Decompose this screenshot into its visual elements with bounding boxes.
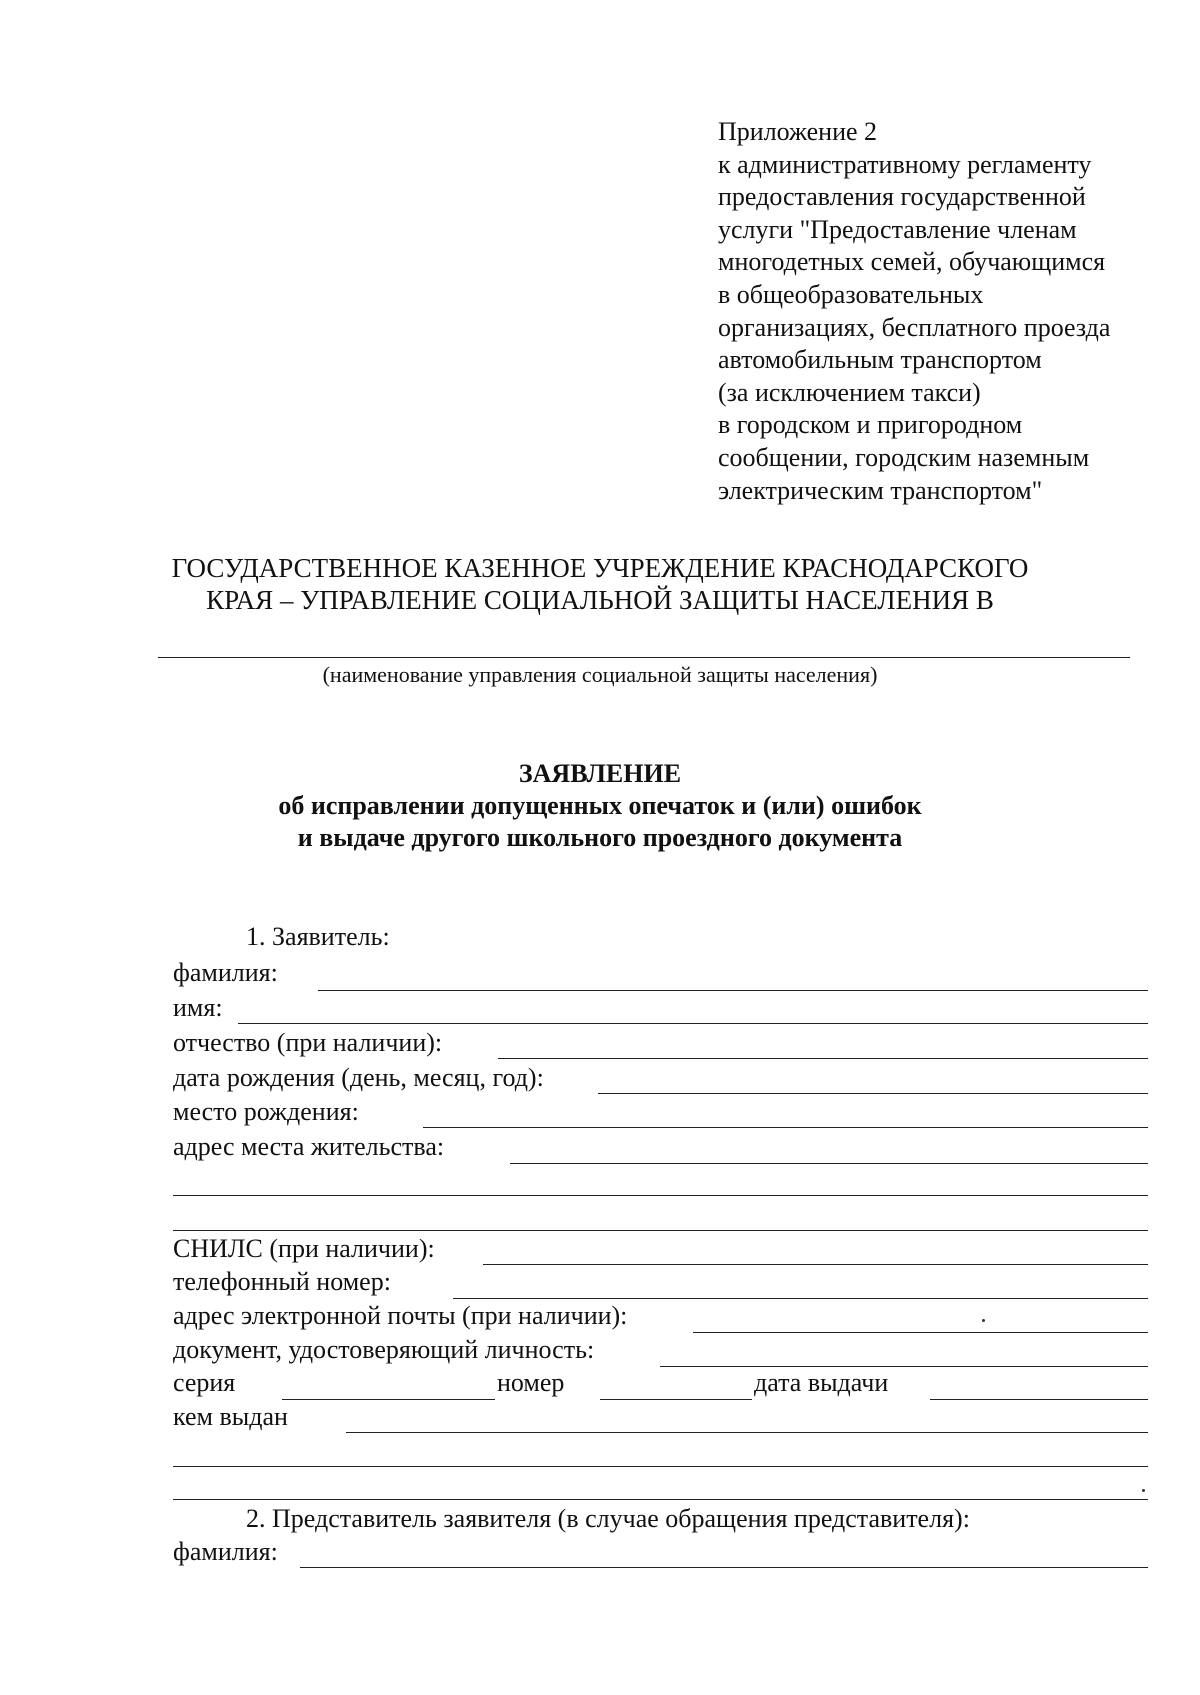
stray-mark xyxy=(982,1319,985,1322)
series-field[interactable] xyxy=(282,1399,495,1400)
appendix-block xyxy=(718,116,1158,507)
birth-date-field[interactable] xyxy=(598,1093,1148,1094)
appendix-title: Приложение 2 xyxy=(718,117,878,146)
appendix-line: многодетных семей, обучающимся xyxy=(718,247,1106,277)
email-field[interactable] xyxy=(693,1332,1148,1333)
issued-by-field[interactable] xyxy=(346,1432,1148,1433)
patronymic-field[interactable] xyxy=(498,1058,1148,1059)
address-field[interactable] xyxy=(510,1163,1148,1164)
number-field[interactable] xyxy=(600,1399,752,1400)
statement-title-block xyxy=(100,758,1100,854)
statement-subtitle-1: об исправлении допущенных опечаток и (или) ошибок xyxy=(278,791,922,820)
address-field-line-3[interactable] xyxy=(173,1230,1148,1231)
institution-line-1: ГОСУДАРСТВЕННОЕ КАЗЕННОЕ УЧРЕЖДЕНИЕ КРАСНОДАРСКОГО xyxy=(171,553,1029,583)
issued-by-field-line-3[interactable] xyxy=(173,1499,1148,1500)
issue-date-field[interactable] xyxy=(930,1399,1148,1400)
appendix-line: в городском и пригородном xyxy=(718,410,1023,440)
address-label: адрес места жительства: xyxy=(173,1132,445,1161)
id-document-label: документ, удостоверяющий личность: xyxy=(173,1335,595,1364)
appendix-line: организациях, бесплатного проезда xyxy=(718,312,1111,342)
institution-header xyxy=(100,552,1100,616)
birth-place-label: место рождения: xyxy=(173,1097,359,1126)
institution-line-2: КРАЯ – УПРАВЛЕНИЕ СОЦИАЛЬНОЙ ЗАЩИТЫ НАСЕЛЕНИЯ В xyxy=(206,585,994,615)
appendix-line: сообщении, городским наземным xyxy=(718,442,1090,472)
appendix-line: автомобильным транспортом xyxy=(718,345,1042,375)
applicant-heading: 1. Заявитель: xyxy=(246,922,390,951)
surname-field[interactable] xyxy=(318,990,1148,991)
patronymic-label: отчество (при наличии): xyxy=(173,1028,443,1057)
appendix-line: к административному регламенту xyxy=(718,149,1092,179)
address-field-line-2[interactable] xyxy=(173,1195,1148,1196)
series-label: серия xyxy=(173,1368,236,1397)
issued-by-label: кем выдан xyxy=(173,1402,288,1431)
birth-place-field[interactable] xyxy=(423,1127,1148,1128)
surname-label: фамилия: xyxy=(173,958,278,987)
appendix-line: (за исключением такси) xyxy=(718,377,981,407)
representative-surname-field[interactable] xyxy=(300,1567,1148,1568)
stray-mark xyxy=(1142,1489,1145,1492)
appendix-line: услуги "Предоставление членам xyxy=(718,214,1077,244)
phone-label: телефонный номер: xyxy=(173,1267,391,1296)
appendix-line: предоставления государственной xyxy=(718,182,1086,212)
statement-subtitle-2: и выдаче другого школьного проездного документа xyxy=(297,823,903,852)
name-label: имя: xyxy=(173,993,223,1022)
appendix-line: электрическим транспортом" xyxy=(718,475,1043,505)
email-label: адрес электронной почты (при наличии): xyxy=(173,1301,628,1330)
snils-field[interactable] xyxy=(483,1264,1148,1265)
phone-field[interactable] xyxy=(453,1298,1148,1299)
snils-label: СНИЛС (при наличии): xyxy=(173,1234,435,1263)
birth-date-label: дата рождения (день, месяц, год): xyxy=(173,1063,544,1092)
appendix-line: в общеобразовательных xyxy=(718,279,984,309)
id-document-field[interactable] xyxy=(660,1366,1148,1367)
representative-surname-label: фамилия: xyxy=(173,1537,278,1566)
representative-heading: 2. Представитель заявителя (в случае обращения представителя): xyxy=(246,1504,970,1533)
institution-caption: (наименование управления социальной защиты населения) xyxy=(322,662,878,687)
name-field[interactable] xyxy=(238,1023,1148,1024)
institution-name-field[interactable] xyxy=(158,657,1130,658)
number-label: номер xyxy=(497,1368,565,1397)
statement-title: ЗАЯВЛЕНИЕ xyxy=(518,759,682,788)
issue-date-label: дата выдачи xyxy=(754,1368,889,1397)
issued-by-field-line-2[interactable] xyxy=(173,1466,1148,1467)
